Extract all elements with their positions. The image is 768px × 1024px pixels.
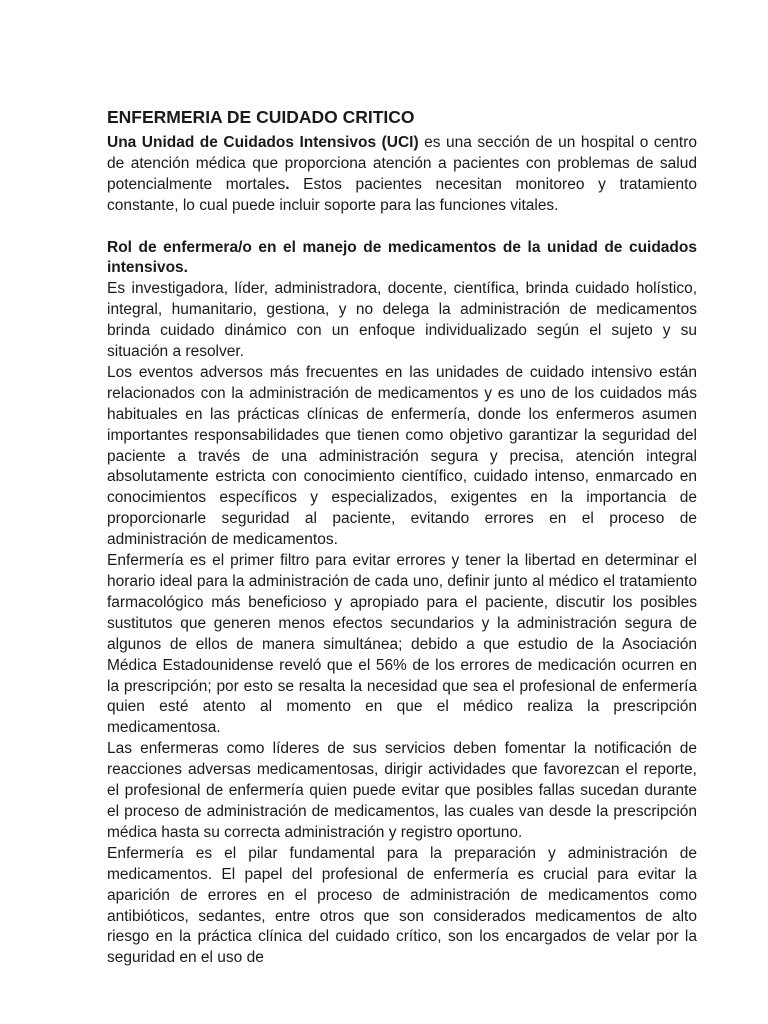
section-subheading: Rol de enfermera/o en el manejo de medicamentos de la unidad de cuidados intensivos.	[107, 238, 697, 277]
body-paragraph-2: Los eventos adversos más frecuentes en las unidades de cuidado intensivo están relacionados con la administración de medicamentos y es uno de los cuidados más habituales en las prácticas clínicas de enfermería, donde los enfermeros asumen importantes responsabilidades que tienen como objetivo garantizar la seguridad del paciente a través de una administración segura y precisa, atención integral absolutamente estricta con conocimiento científico, cuidado intenso, enmarcado en conocimientos específicos y especializados, exigentes en la importancia de proporcionarle seguridad al paciente, evitando errores en el proceso de administración de medicamentos.	[107, 363, 697, 549]
intro-text-1: es una sección de un hospital o centro de atención médica que proporciona atención a pacientes con problemas de salud potencialmente mortales	[107, 134, 697, 193]
intro-text-2: Estos pacientes necesitan monitoreo y tratamiento constante, lo cual puede incluir soporte para las funciones vitales.	[107, 175, 697, 214]
body-paragraph-1: Es investigadora, líder, administradora, docente, científica, brinda cuidado holístico, integral, humanitario, gestiona, y no delega la administración de medicamentos brinda cuidado dinámico con un enfoque individualizado según el sujeto y su situación a resolver.	[107, 280, 697, 361]
intro-bold-period: .	[285, 175, 290, 193]
body-paragraph-3: Enfermería es el primer filtro para evitar errores y tener la libertad en determinar el horario ideal para la administración de cada uno, definir junto al médico el tratamiento farmacológico más beneficioso y apropiado para el paciente, discutir los posibles sustitutos que generen menos efectos secundarios y la administración segura de algunos de ellos de manera simultánea; debido a que estudio de la Asociación Médica Estadounidense reveló que el 56% de los errores de medicación ocurren en la prescripción; por esto se resalta la necesidad que sea el profesional de enfermería quien esté atento al momento en que el médico realiza la prescripción medicamentosa.	[107, 552, 697, 737]
intro-bold-term: Una Unidad de Cuidados Intensivos (UCI)	[107, 134, 419, 151]
intro-paragraph	[107, 133, 697, 217]
body-paragraph-4: Las enfermeras como líderes de sus servicios deben fomentar la notificación de reacciones adversas medicamentosas, dirigir actividades que favorezcan el reporte, el profesional de enfermería quien puede evitar que posibles fallas sucedan durante el proceso de administración de medicamentos, las cuales van desde la prescripción médica hasta su correcta administración y registro oportuno.	[107, 740, 697, 841]
document-title: ENFERMERIA DE CUIDADO CRITICO	[107, 107, 415, 127]
paragraph-spacer	[107, 217, 697, 238]
body-paragraph-5: Enfermería es el pilar fundamental para la preparación y administración de medicamentos. El papel del profesional de enfermería es crucial para evitar la aparición de errores en el proceso de administración de medicamentos como antibióticos, sedantes, entre otros que son considerados medicamentos de alto riesgo en la práctica clínica del cuidado crítico, son los encargados de velar por la seguridad en el uso de	[107, 844, 697, 967]
document-page	[107, 105, 697, 969]
